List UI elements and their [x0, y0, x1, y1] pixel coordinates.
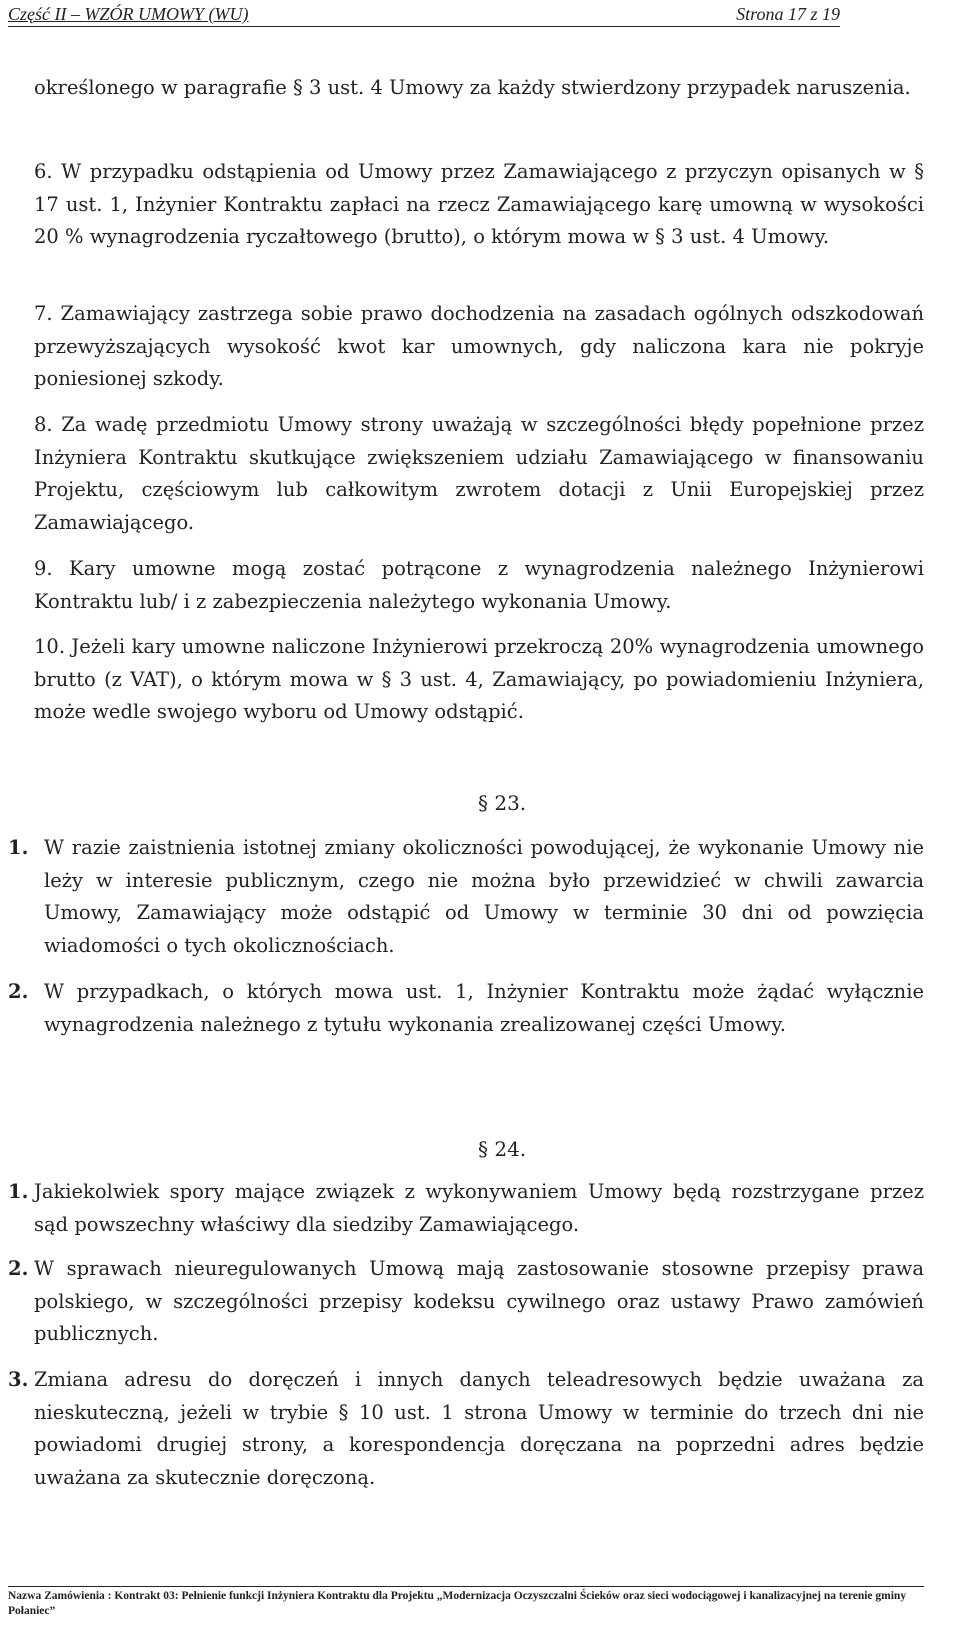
page-number: Strona 17 z 19	[736, 4, 840, 24]
paragraph-5-continuation: określonego w paragrafie § 3 ust. 4 Umowy za każdy stwierdzony przypadek naruszenia.	[34, 76, 911, 99]
paragraph-8: 8. Za wadę przedmiotu Umowy strony uważają w szczególności błędy popełnione przez Inżyniera Kontraktu skutkujące zwiększeniem udziału Zamawiającego w finansowaniu Projektu, częściowym lub całkowitym zwrotem dotacji z Unii Europejskiej przez Zamawiającego.	[34, 413, 924, 534]
page-footer: Nazwa Zamówienia : Kontrakt 03: Pełnienie funkcji Inżyniera Kontraktu dla Projektu „Modernizacja Oczyszczalni Ścieków oraz sieci wodociągowej i kanalizacyjnej na terenie gminy Połaniec”	[8, 1586, 924, 1619]
section-24-title: § 24.	[478, 1137, 527, 1161]
s24-item-3-number: 3.	[8, 1368, 29, 1391]
s24-item-2: W sprawach nieuregulowanych Umową mają zastosowanie stosowne przepisy prawa polskiego, w szczególności przepisy kodeksu cywilnego oraz ustawy Prawo zamówień publicznych.	[34, 1257, 924, 1345]
s24-item-2-number: 2.	[8, 1257, 29, 1280]
document-part-title: Część II – WZÓR UMOWY (WU)	[8, 4, 249, 24]
s24-item-1-number: 1.	[8, 1180, 29, 1203]
paragraph-7: 7. Zamawiający zastrzega sobie prawo dochodzenia na zasadach ogólnych odszkodowań przewyższających wysokość kwot kar umownych, gdy naliczona kara nie pokryje poniesionej szkody.	[34, 302, 924, 390]
s24-item-3: Zmiana adresu do doręczeń i innych danych teleadresowych będzie uważana za nieskuteczną, jeżeli w trybie § 10 ust. 1 strona Umowy w terminie do trzech dni nie powiadomi drugiej strony, a korespondencja doręczana na poprzedni adres będzie uważana za skutecznie doręczoną.	[34, 1368, 924, 1489]
paragraph-10: 10. Jeżeli kary umowne naliczone Inżynierowi przekroczą 20% wynagrodzenia umownego brutto (z VAT), o którym mowa w § 3 ust. 4, Zamawiający, po powiadomieniu Inżyniera, może wedle swojego wyboru od Umowy odstąpić.	[34, 635, 924, 723]
paragraph-9: 9. Kary umowne mogą zostać potrącone z wynagrodzenia należnego Inżynierowi Kontraktu lub/ i z zabezpieczenia należytego wykonania Umowy.	[34, 557, 924, 613]
s24-item-1: Jakiekolwiek spory mające związek z wykonywaniem Umowy będą rozstrzygane przez sąd powszechny właściwy dla siedziby Zamawiającego.	[34, 1180, 924, 1236]
s23-item-1: W razie zaistnienia istotnej zmiany okoliczności powodującej, że wykonanie Umowy nie leży w interesie publicznym, czego nie można było przewidzieć w chwili zawarcia Umowy, Zamawiający może odstąpić od Umowy w terminie 30 dni od powzięcia wiadomości o tych okolicznościach.	[44, 836, 924, 957]
section-23-title: § 23.	[478, 791, 527, 815]
s23-item-2-number: 2.	[8, 980, 29, 1003]
paragraph-6: 6. W przypadku odstąpienia od Umowy przez Zamawiającego z przyczyn opisanych w § 17 ust. 1, Inżynier Kontraktu zapłaci na rzecz Zamawiającego karę umowną w wysokości 20 % wynagrodzenia ryczałtowego (brutto), o którym mowa w § 3 ust. 4 Umowy.	[34, 160, 924, 248]
s23-item-2: W przypadkach, o których mowa ust. 1, Inżynier Kontraktu może żądać wyłącznie wynagrodzenia należnego z tytułu wykonania zrealizowanej części Umowy.	[44, 980, 924, 1036]
s23-item-1-number: 1.	[8, 836, 29, 859]
